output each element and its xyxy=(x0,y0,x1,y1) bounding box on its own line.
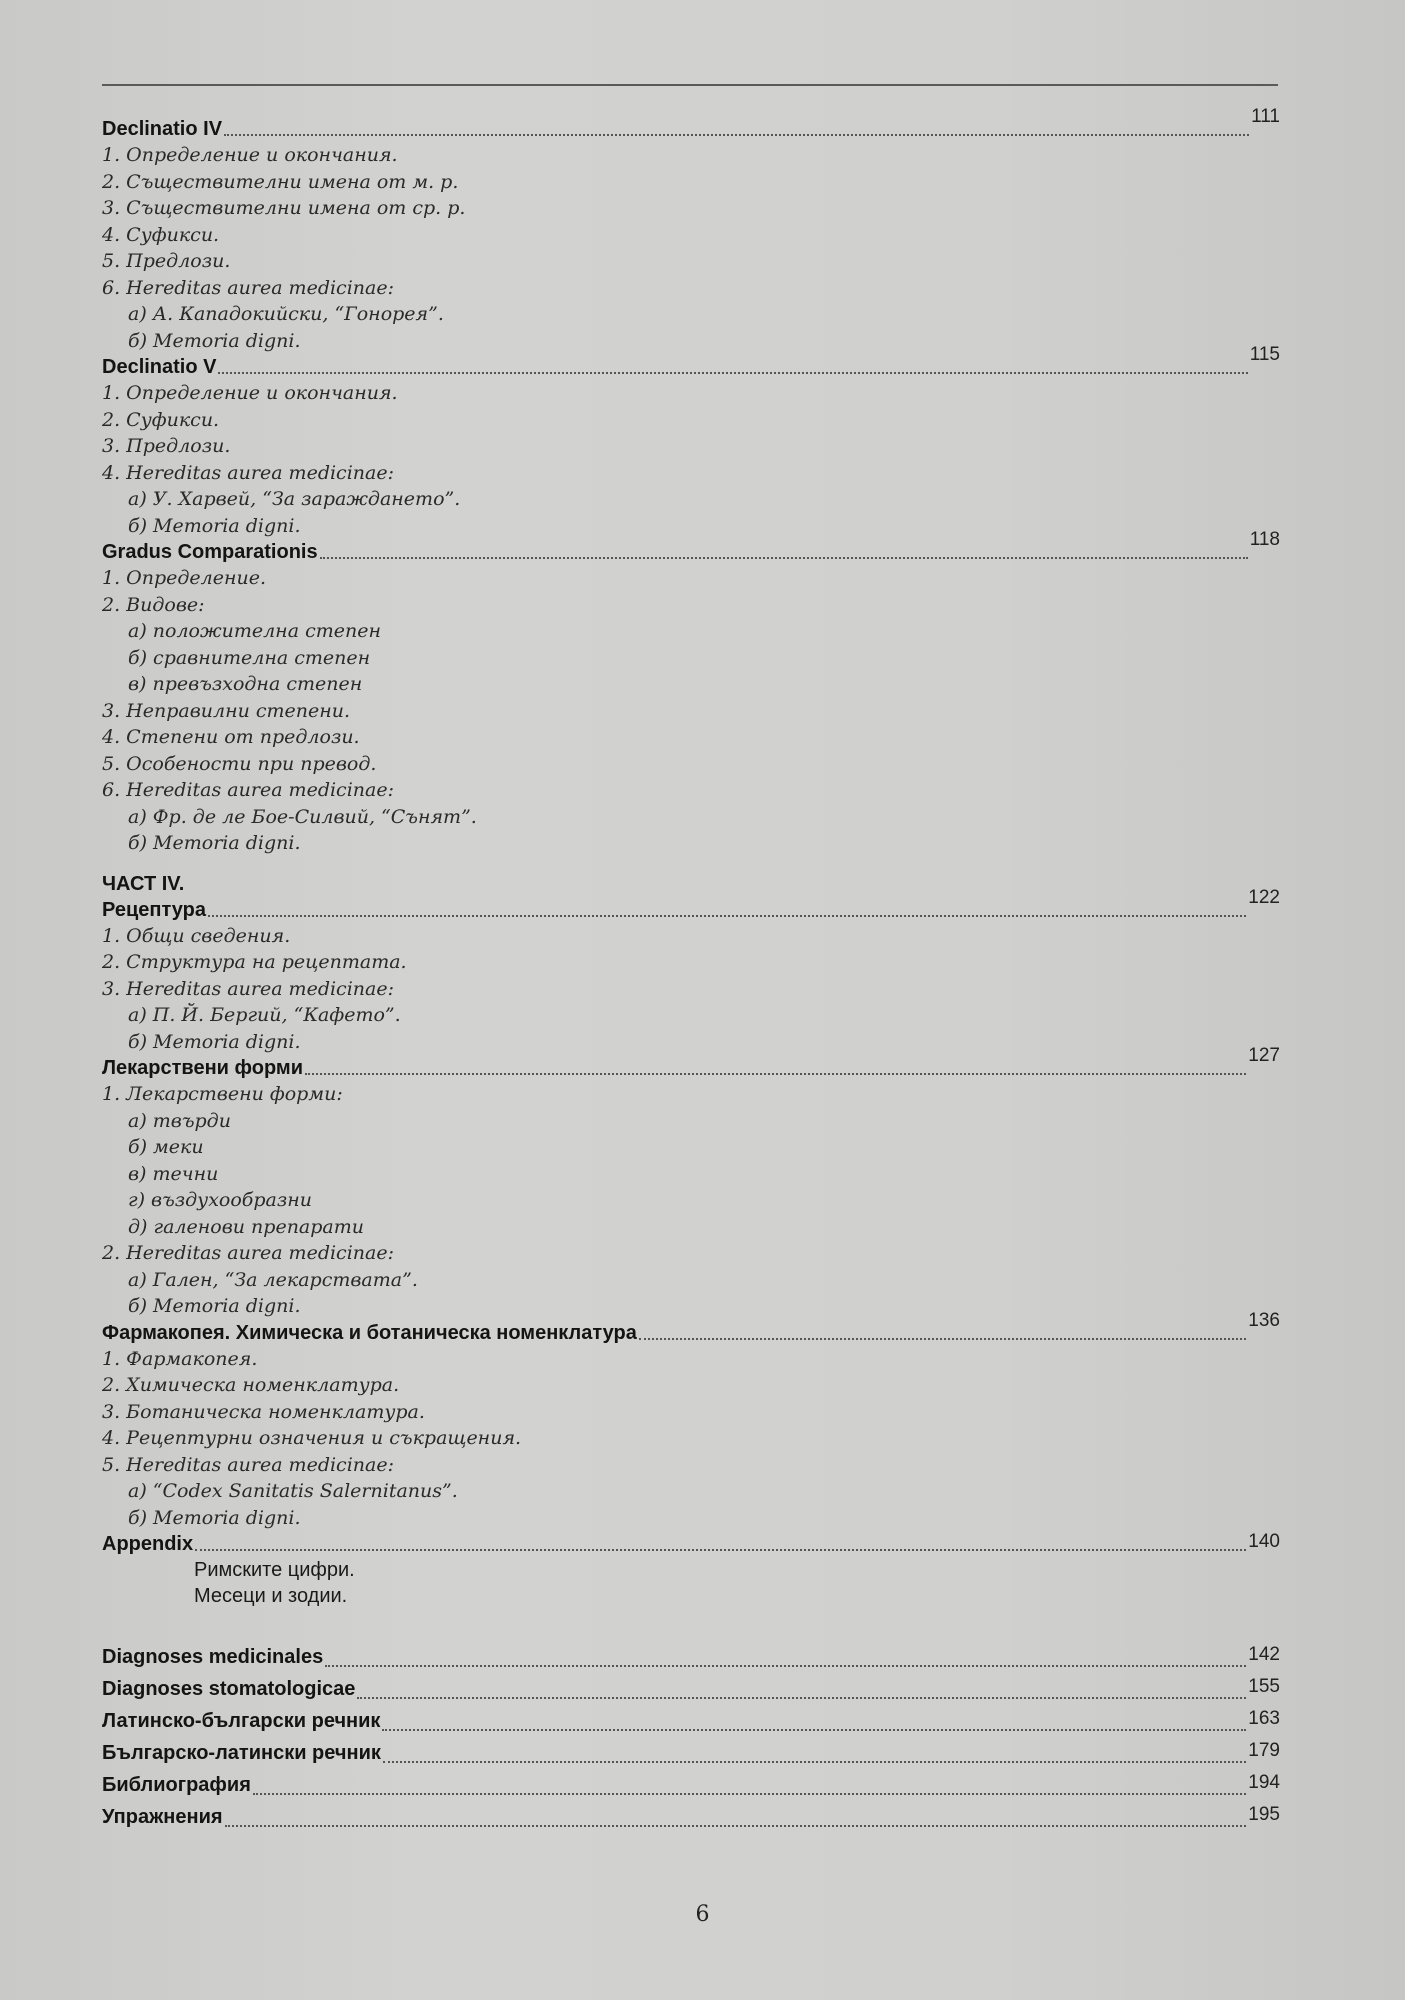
toc-subitem: 5. Предлози. xyxy=(102,250,231,272)
toc-subitem: а) Фр. де ле Бое-Силвий, “Сънят”. xyxy=(128,805,477,828)
toc-subitem: б) Memoria digni. xyxy=(128,1295,301,1317)
toc-entry[interactable] xyxy=(102,886,1280,923)
dot-leader xyxy=(325,1664,1246,1667)
toc-entry-title: Упражнения xyxy=(102,1806,223,1828)
toc-entry-page: 136 xyxy=(1248,1309,1280,1331)
toc-entry[interactable] xyxy=(102,106,1280,142)
toc-entry[interactable] xyxy=(102,529,1280,565)
toc-subitem: а) твърди xyxy=(128,1109,231,1132)
toc-entry-title: Declinatio IV xyxy=(102,118,223,140)
toc-entry[interactable] xyxy=(102,344,1280,380)
toc-entry-page: 115 xyxy=(1249,344,1280,365)
toc-subitem: б) Memoria digni. xyxy=(128,1506,301,1529)
toc-subitem: б) Memoria digni. xyxy=(128,832,301,854)
toc-subitem: б) Memoria digni. xyxy=(128,329,301,352)
toc-entry-title: Gradus Comparationis xyxy=(102,541,318,563)
toc-subitem: 1. Определение и окончания. xyxy=(102,144,398,166)
toc-entry[interactable] xyxy=(102,1531,1280,1557)
toc-entry-title: Diagnoses medicinales xyxy=(102,1646,324,1668)
toc-subitem: б) сравнителна степен xyxy=(128,646,371,669)
toc-entry-title: Diagnoses stomatologicae xyxy=(102,1678,356,1700)
toc-subitem: в) течни xyxy=(128,1162,219,1185)
toc-entry-title: Фармакопея. Химическа и ботаническа номенклатура xyxy=(102,1321,637,1344)
table-of-contents xyxy=(102,106,1280,1833)
toc-subitem: г) въздухообразни xyxy=(128,1189,312,1211)
toc-subitem: 3. Ботаническа номенклатура. xyxy=(102,1400,425,1423)
toc-entry-page: 194 xyxy=(1248,1772,1280,1793)
toc-entry-title: Латинско-български речник xyxy=(102,1710,381,1732)
dot-leader xyxy=(195,1548,1246,1551)
toc-subitem: 4. Степени от предлози. xyxy=(102,726,360,748)
dot-leader xyxy=(224,133,1249,136)
toc-subitem: 1. Общи сведения. xyxy=(102,924,291,947)
dot-leader xyxy=(357,1696,1246,1699)
toc-entry-title: Рецептура xyxy=(102,898,206,921)
spacer xyxy=(102,857,1280,871)
toc-subitem: 3. Неправилни степени. xyxy=(102,699,351,722)
toc-subitem: 2. Суфикси. xyxy=(102,408,220,431)
toc-subitem: а) У. Харвей, “За зараждането”. xyxy=(128,488,461,510)
toc-subitem: 3. Hereditas aurea medicinae: xyxy=(102,977,394,1000)
toc-subitem: б) меки xyxy=(128,1136,204,1158)
dot-leader xyxy=(225,1824,1247,1827)
toc-entry[interactable] xyxy=(102,1673,1280,1705)
appendix-item: Месеци и зодии. xyxy=(194,1585,348,1607)
toc-entry[interactable] xyxy=(102,1737,1280,1769)
toc-subitem: 6. Hereditas aurea medicinae: xyxy=(102,276,394,299)
toc-subitem: 2. Структура на рецептата. xyxy=(102,951,407,973)
page-number: 6 xyxy=(695,1902,710,1927)
toc-subitem: 2. Hereditas aurea medicinae: xyxy=(102,1242,394,1264)
toc-subitem: 5. Особености при превод. xyxy=(102,752,377,775)
toc-entry[interactable] xyxy=(102,1045,1280,1081)
toc-subitem: 2. Химическа номенклатура. xyxy=(102,1374,400,1396)
toc-subitem: а) П. Й. Бергий, “Кафето”. xyxy=(128,1004,401,1026)
toc-entry[interactable] xyxy=(102,1641,1280,1673)
toc-subitem: а) А. Кападокийски, “Гонорея”. xyxy=(128,303,444,325)
toc-entry[interactable] xyxy=(102,1801,1280,1833)
toc-entry-title: Лекарствени форми xyxy=(102,1057,304,1079)
toc-entry-page: 127 xyxy=(1248,1045,1280,1066)
toc-entry-page: 142 xyxy=(1248,1644,1280,1665)
toc-entry-page: 111 xyxy=(1251,106,1280,127)
dot-leader xyxy=(305,1072,1246,1075)
dot-leader xyxy=(253,1792,1246,1795)
dot-leader xyxy=(320,556,1248,559)
toc-subitem: в) превъзходна степен xyxy=(128,673,363,695)
toc-entry-page: 118 xyxy=(1249,529,1280,550)
toc-entry[interactable] xyxy=(102,1309,1280,1346)
dot-leader xyxy=(382,1728,1246,1731)
dot-leader xyxy=(639,1337,1246,1340)
toc-entry-page: 179 xyxy=(1248,1740,1280,1761)
appendix-item: Римските цифри. xyxy=(194,1559,355,1581)
toc-subitem: а) положителна степен xyxy=(128,620,381,642)
toc-entry-title: Българско-латински речник xyxy=(102,1742,381,1764)
spacer xyxy=(102,1609,1280,1641)
toc-subitem: а) Гален, “За лекарствата”. xyxy=(128,1268,418,1291)
part-heading: ЧАСТ IV. xyxy=(102,872,185,895)
toc-subitem: 3. Предлози. xyxy=(102,435,231,457)
toc-subitem: б) Memoria digni. xyxy=(128,1030,301,1053)
header-rule xyxy=(102,84,1278,86)
toc-subitem: 4. Суфикси. xyxy=(102,223,220,246)
toc-entry-page: 122 xyxy=(1248,886,1280,908)
toc-subitem: 6. Hereditas aurea medicinae: xyxy=(102,779,394,801)
toc-subitem: 1. Лекарствени форми: xyxy=(102,1083,343,1105)
dot-leader xyxy=(218,371,1247,374)
toc-entry-page: 163 xyxy=(1248,1708,1280,1729)
toc-subitem: д) галенови препарати xyxy=(128,1215,365,1238)
toc-subitem: 4. Hereditas aurea medicinae: xyxy=(102,461,394,484)
toc-entry[interactable] xyxy=(102,1769,1280,1801)
toc-subitem: 3. Съществителни имена от ср. р. xyxy=(102,197,466,219)
toc-entry-page: 140 xyxy=(1248,1531,1280,1552)
toc-subitem: 2. Съществителни имена от м. р. xyxy=(102,170,459,193)
toc-subitem: 5. Hereditas aurea medicinae: xyxy=(102,1453,394,1476)
dot-leader xyxy=(383,1760,1246,1763)
toc-entry-page: 155 xyxy=(1248,1676,1280,1697)
toc-entry[interactable] xyxy=(102,1705,1280,1737)
toc-subitem: 1. Определение и окончания. xyxy=(102,382,398,404)
toc-subitem: а) “Codex Sanitatis Salernitanus”. xyxy=(128,1480,458,1502)
toc-subitem: 2. Видове: xyxy=(102,593,205,616)
toc-subitem: 1. Определение. xyxy=(102,567,267,589)
toc-subitem: 4. Рецептурни означения и съкращения. xyxy=(102,1427,522,1449)
toc-subitem: б) Memoria digni. xyxy=(128,514,301,537)
toc-entry-title: Библиография xyxy=(102,1774,251,1796)
toc-entry-title: Appendix xyxy=(102,1533,194,1555)
toc-entry-title: Declinatio V xyxy=(102,356,217,378)
toc-entry-page: 195 xyxy=(1248,1804,1280,1825)
dot-leader xyxy=(208,914,1246,917)
toc-subitem: 1. Фармакопея. xyxy=(102,1347,258,1370)
